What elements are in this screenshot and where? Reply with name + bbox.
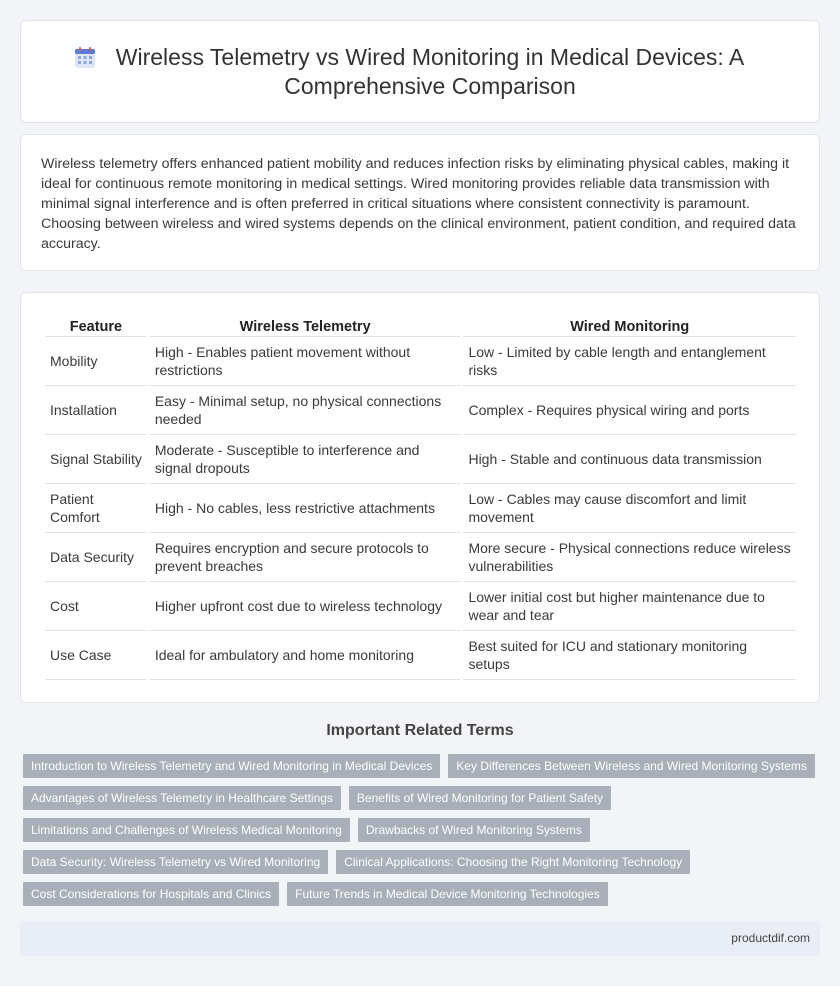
comparison-table-card (20, 292, 820, 703)
table-row (45, 484, 796, 533)
title-card (20, 20, 820, 123)
header-feature: Feature (45, 312, 147, 337)
related-term-link[interactable]: Limitations and Challenges of Wireless Medical Monitoring (23, 818, 350, 842)
related-term-link[interactable]: Drawbacks of Wired Monitoring Systems (358, 818, 590, 842)
related-term-link[interactable]: Benefits of Wired Monitoring for Patient Safety (349, 786, 611, 810)
wired-cell: Best suited for ICU and stationary monitoring setups (463, 631, 796, 680)
wireless-cell: Requires encryption and secure protocols to prevent breaches (150, 533, 461, 582)
wired-cell: High - Stable and continuous data transmission (463, 435, 796, 484)
header-wired: Wired Monitoring (463, 312, 796, 337)
related-term-link[interactable]: Data Security: Wireless Telemetry vs Wired Monitoring (23, 850, 328, 874)
related-term-link[interactable]: Clinical Applications: Choosing the Right Monitoring Technology (336, 850, 690, 874)
wired-cell: More secure - Physical connections reduce wireless vulnerabilities (463, 533, 796, 582)
related-terms-list (23, 754, 823, 906)
table-row (45, 386, 796, 435)
wired-cell: Lower initial cost but higher maintenance due to wear and tear (463, 582, 796, 631)
related-term-link[interactable]: Cost Considerations for Hospitals and Clinics (23, 882, 279, 906)
feature-cell: Installation (45, 386, 147, 435)
wireless-cell: Ideal for ambulatory and home monitoring (150, 631, 461, 680)
table-row (45, 631, 796, 680)
related-terms-title: Important Related Terms (326, 722, 514, 739)
wireless-cell: Higher upfront cost due to wireless technology (150, 582, 461, 631)
feature-cell: Patient Comfort (45, 484, 147, 533)
table-row (45, 435, 796, 484)
page-title: Wireless Telemetry vs Wired Monitoring in Medical Devices: A Comprehensive Comparison (115, 43, 745, 99)
feature-cell: Cost (45, 582, 147, 631)
related-term-link[interactable]: Advantages of Wireless Telemetry in Healthcare Settings (23, 786, 341, 810)
table-row (45, 533, 796, 582)
footer-site-link[interactable]: productdif.com (731, 931, 810, 945)
feature-cell: Use Case (45, 631, 147, 680)
comparison-table (42, 312, 799, 680)
intro-card (20, 134, 820, 271)
feature-cell: Signal Stability (45, 435, 147, 484)
wired-cell: Low - Limited by cable length and entanglement risks (463, 337, 796, 386)
wired-cell: Complex - Requires physical wiring and ports (463, 386, 796, 435)
intro-paragraph: Wireless telemetry offers enhanced patient mobility and reduces infection risks by eliminating physical cables, making it ideal for continuous remote monitoring in medical settings. Wired monitoring provides reliable data transmission with minimal signal interference and is often preferred in critical situations where consistent connectivity is paramount. Choosing between wireless and wired systems depends on the clinical environment, patient condition, and required data accuracy. (41, 156, 796, 252)
footer (20, 921, 820, 956)
wireless-cell: High - No cables, less restrictive attachments (150, 484, 461, 533)
table-header-row (45, 312, 796, 337)
wired-cell: Low - Cables may cause discomfort and limit movement (463, 484, 796, 533)
header-wireless: Wireless Telemetry (150, 312, 461, 337)
related-term-link[interactable]: Future Trends in Medical Device Monitoring Technologies (287, 882, 608, 906)
table-row (45, 337, 796, 386)
related-term-link[interactable]: Introduction to Wireless Telemetry and Wired Monitoring in Medical Devices (23, 754, 440, 778)
wireless-cell: Moderate - Susceptible to interference and signal dropouts (150, 435, 461, 484)
table-row (45, 582, 796, 631)
wireless-cell: Easy - Minimal setup, no physical connections needed (150, 386, 461, 435)
feature-cell: Data Security (45, 533, 147, 582)
wireless-cell: High - Enables patient movement without restrictions (150, 337, 461, 386)
feature-cell: Mobility (45, 337, 147, 386)
related-term-link[interactable]: Key Differences Between Wireless and Wired Monitoring Systems (448, 754, 815, 778)
